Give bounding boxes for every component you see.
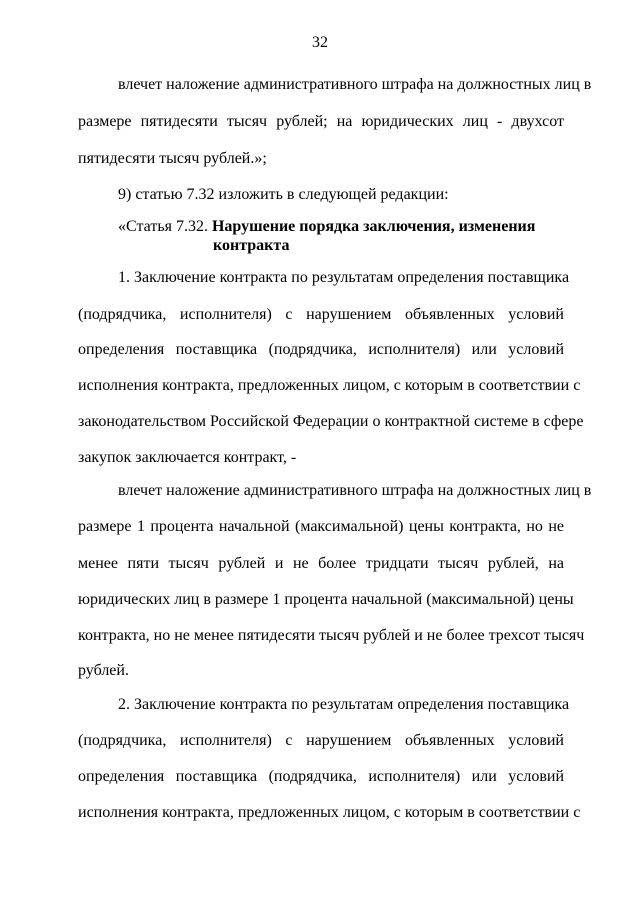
text-line: 9) статью 7.32 изложить в следующей редакции: <box>118 186 449 203</box>
text-line: (подрядчика, исполнителя) с нарушением объявленных условий <box>78 732 564 749</box>
text-line: закупок заключается контракт, - <box>78 449 297 466</box>
text-line: влечет наложение административного штрафа на должностных лиц в <box>118 482 592 499</box>
text-line: определения поставщика (подрядчика, исполнителя) или условий <box>78 768 564 785</box>
text-line: влечет наложение административного штрафа на должностных лиц в <box>118 76 592 93</box>
text-line: рублей. <box>78 662 129 679</box>
article-title: Нарушение порядка заключения, изменения <box>211 218 536 235</box>
article-title-continued: контракта <box>213 237 290 254</box>
text-line: 2. Заключение контракта по результатам определения поставщика <box>118 696 570 713</box>
text-line: исполнения контракта, предложенных лицом, с которым в соответствии с <box>78 804 581 821</box>
text-line: пятидесяти тысяч рублей.»; <box>78 150 267 167</box>
article-number: «Статья 7.32. <box>118 218 212 235</box>
text-line: 1. Заключение контракта по результатам определения поставщика <box>118 269 570 286</box>
text-line: размере пятидесяти тысяч рублей; на юридических лиц - двухсот <box>78 113 564 130</box>
text-line: определения поставщика (подрядчика, исполнителя) или условий <box>78 341 564 358</box>
text-line: исполнения контракта, предложенных лицом, с которым в соответствии с <box>78 377 581 394</box>
text-line: менее пяти тысяч рублей и не более тридцати тысяч рублей, на <box>78 555 564 572</box>
text-line: контракта, но не менее пятидесяти тысяч рублей и не более трехсот тысяч <box>78 627 585 644</box>
page-number: 32 <box>312 34 328 51</box>
text-line: размере 1 процента начальной (максимальной) цены контракта, но не <box>78 518 564 535</box>
article-heading <box>118 217 535 237</box>
text-line: законодательством Российской Федерации о контрактной системе в сфере <box>78 413 584 430</box>
text-line: (подрядчика, исполнителя) с нарушением объявленных условий <box>78 306 564 323</box>
text-line: юридических лиц в размере 1 процента начальной (максимальной) цены <box>78 591 574 608</box>
